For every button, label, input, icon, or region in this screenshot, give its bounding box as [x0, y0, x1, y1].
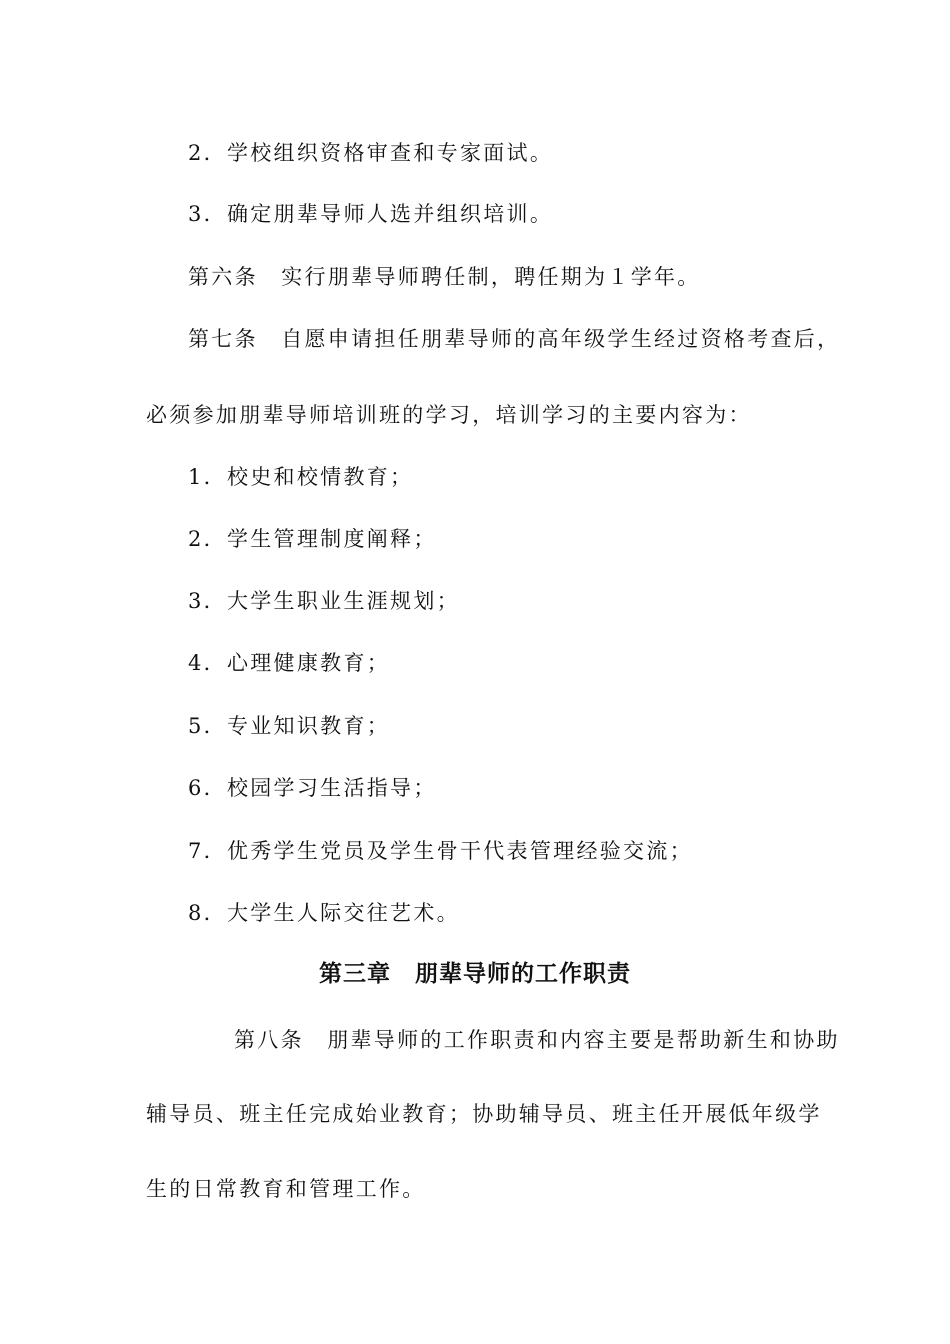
training-item-6: 6．校园学习生活指导；: [188, 776, 437, 800]
training-item-1: 1．校史和校情教育；: [188, 465, 414, 489]
list-item-select-mentors: 3．确定朋辈导师人选并组织培训。: [188, 202, 554, 226]
article-6: 第六条 实行朋辈导师聘任制，聘任期为１学年。: [188, 265, 701, 289]
article-8-line-2: 辅导员、班主任完成始业教育；协助辅导员、班主任开展低年级学: [146, 1102, 822, 1126]
training-item-8: 8．大学生人际交往艺术。: [188, 901, 460, 925]
article-7-line-2: 必须参加朋辈导师培训班的学习，培训学习的主要内容为：: [146, 403, 752, 427]
article-7-line-1: 第七条 自愿申请担任朋辈导师的高年级学生经过资格考查后，: [188, 327, 841, 351]
training-item-7: 7．优秀学生党员及学生骨干代表管理经验交流；: [188, 839, 693, 863]
training-item-2: 2．学生管理制度阐释；: [188, 527, 437, 551]
list-item-qualification-review: 2．学校组织资格审查和专家面试。: [188, 141, 554, 165]
article-8-line-3: 生的日常教育和管理工作。: [146, 1177, 426, 1201]
training-item-5: 5．专业知识教育；: [188, 714, 391, 738]
article-8-line-1: 第八条 朋辈导师的工作职责和内容主要是帮助新生和协助: [234, 1028, 840, 1052]
training-item-3: 3．大学生职业生涯规划；: [188, 589, 460, 613]
chapter-heading: 第三章 朋辈导师的工作职责: [319, 961, 631, 987]
training-item-4: 4．心理健康教育；: [188, 651, 391, 675]
